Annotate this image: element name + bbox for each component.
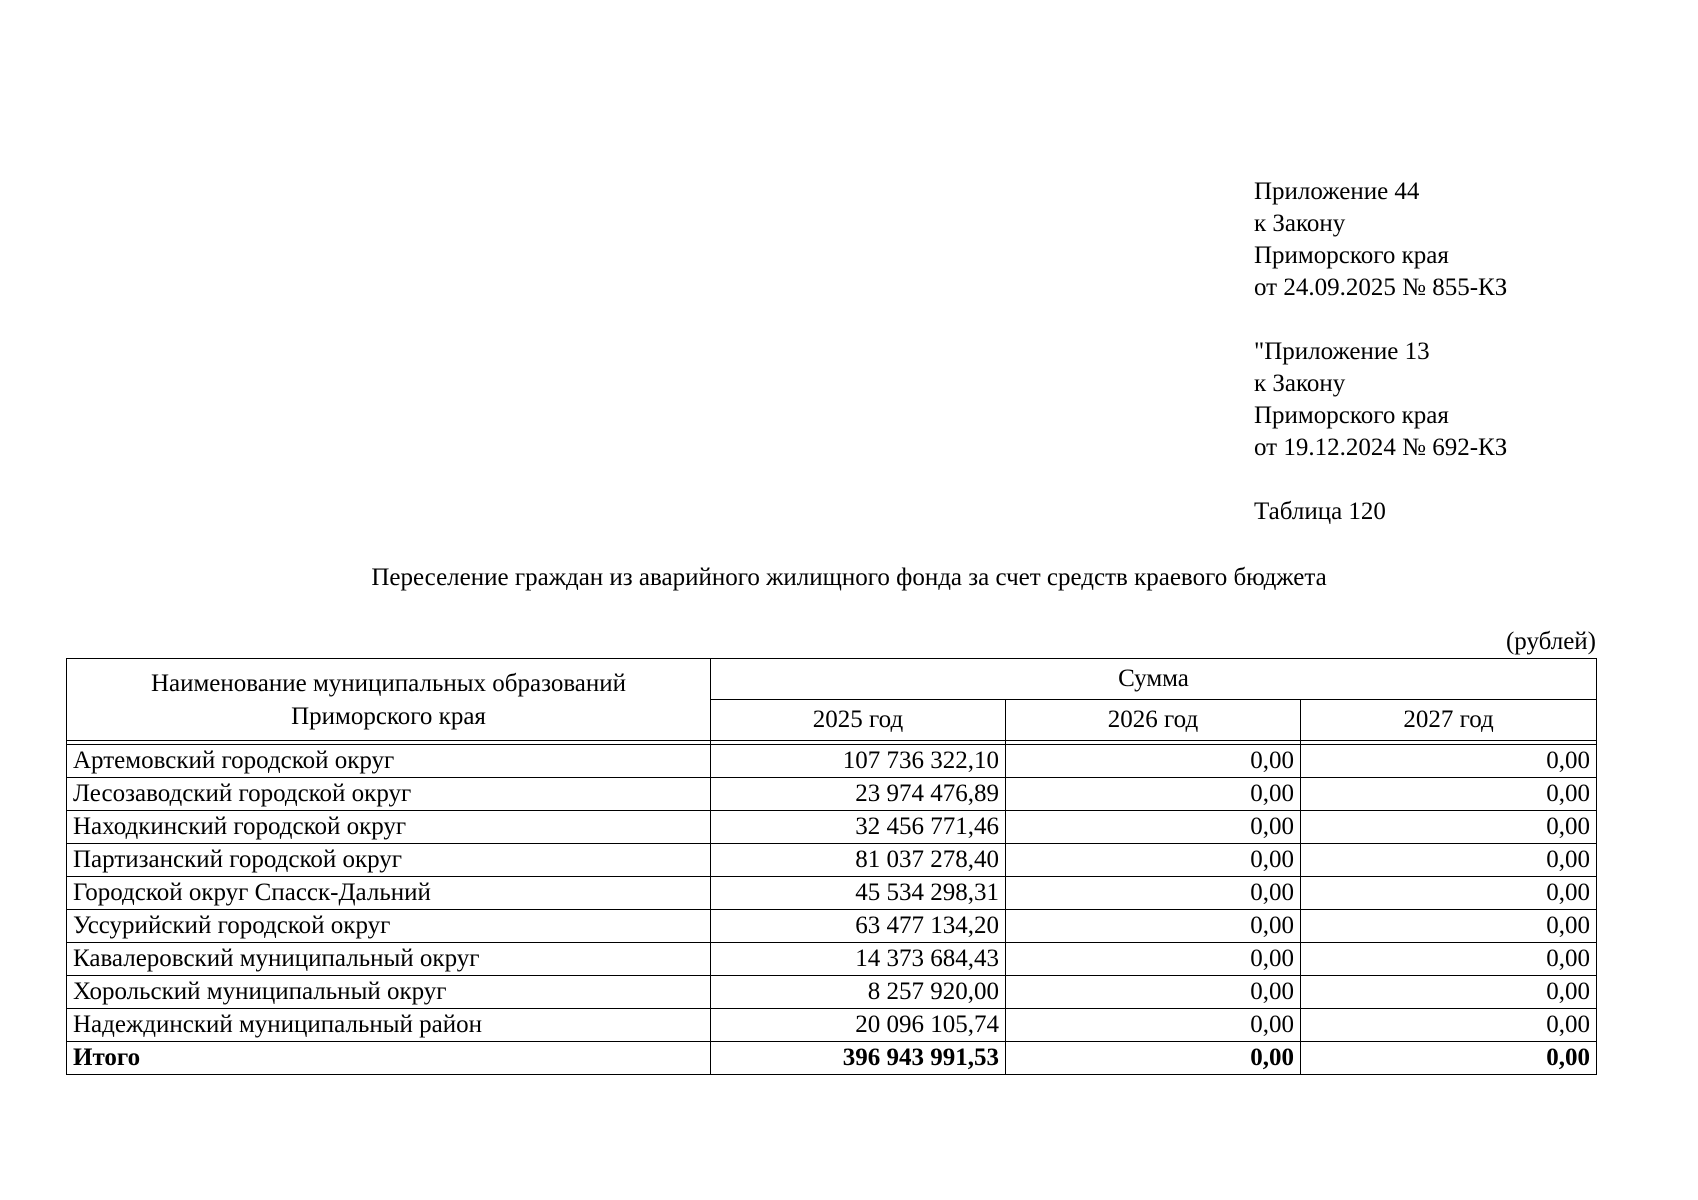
amount-2025: 45 534 298,31: [711, 877, 1006, 910]
amount-2027: 0,00: [1301, 943, 1597, 976]
amount-2026: 0,00: [1006, 1009, 1301, 1042]
amount-2027: 0,00: [1301, 877, 1597, 910]
municipality-name: Артемовский городской округ: [67, 745, 711, 778]
municipality-name: Уссурийский городской округ: [67, 910, 711, 943]
amount-2026: 0,00: [1006, 877, 1301, 910]
amount-2027: 0,00: [1301, 844, 1597, 877]
amount-2027: 0,00: [1301, 778, 1597, 811]
amount-2026: 0,00: [1006, 745, 1301, 778]
amount-2027: 0,00: [1301, 811, 1597, 844]
amount-2025: 32 456 771,46: [711, 811, 1006, 844]
document-title: Переселение граждан из аварийного жилищного фонда за счет средств краевого бюджета: [371, 564, 1327, 591]
amount-2026: 0,00: [1006, 811, 1301, 844]
unit-label: (рублей): [1505, 628, 1596, 655]
amount-2025: 14 373 684,43: [711, 943, 1006, 976]
appendix-current-line: Приморского края: [1254, 242, 1449, 269]
municipality-name: Городской округ Спасск-Дальний: [67, 877, 711, 910]
total-row: [67, 1042, 1597, 1075]
appendix-current: [1254, 176, 1507, 304]
amount-2025: 8 257 920,00: [711, 976, 1006, 1009]
amount-2025: 20 096 105,74: [711, 1009, 1006, 1042]
municipality-name: Кавалеровский муниципальный округ: [67, 943, 711, 976]
column-header-municipality-line1: Наименование муниципальных образований: [150, 669, 627, 697]
column-header-2025: 2025 год: [711, 700, 1006, 741]
amount-2027: 0,00: [1301, 976, 1597, 1009]
amount-2027: 0,00: [1301, 745, 1597, 778]
table-row: [67, 844, 1597, 877]
column-header-municipality-line2: Приморского края: [291, 702, 486, 730]
table-row: [67, 943, 1597, 976]
appendix-original-line: от 19.12.2024 № 692-КЗ: [1254, 434, 1508, 461]
table-row: [67, 910, 1597, 943]
municipality-name: Лесозаводский городской округ: [67, 778, 711, 811]
amount-2025: 81 037 278,40: [711, 844, 1006, 877]
amount-2026: 0,00: [1006, 778, 1301, 811]
amount-2025: 63 477 134,20: [711, 910, 1006, 943]
amount-2026: 0,00: [1006, 976, 1301, 1009]
table-row: [67, 976, 1597, 1009]
total-2026: 0,00: [1006, 1042, 1301, 1075]
amount-2025: 23 974 476,89: [711, 778, 1006, 811]
appendix-original-line: к Закону: [1254, 370, 1346, 397]
total-label: Итого: [67, 1042, 711, 1075]
appendix-current-line: от 24.09.2025 № 855-КЗ: [1254, 274, 1508, 301]
municipality-name: Партизанский городской округ: [67, 844, 711, 877]
amount-2026: 0,00: [1006, 844, 1301, 877]
table-row: [67, 745, 1597, 778]
table-row: [67, 811, 1597, 844]
amount-2027: 0,00: [1301, 1009, 1597, 1042]
appendix-current-line: Приложение 44: [1254, 178, 1420, 205]
total-2027: 0,00: [1301, 1042, 1597, 1075]
budget-table: [66, 658, 1597, 1075]
amount-2027: 0,00: [1301, 910, 1597, 943]
table-number: Таблица 120: [1254, 498, 1386, 525]
column-header-sum: Сумма: [711, 659, 1597, 700]
municipality-name: Хорольский муниципальный округ: [67, 976, 711, 1009]
appendix-original: [1254, 336, 1507, 464]
amount-2025: 107 736 322,10: [711, 745, 1006, 778]
table-row: [67, 1009, 1597, 1042]
column-header-2027: 2027 год: [1301, 700, 1597, 741]
municipality-name: Надеждинский муниципальный район: [67, 1009, 711, 1042]
municipality-name: Находкинский городской округ: [67, 811, 711, 844]
amount-2026: 0,00: [1006, 910, 1301, 943]
column-header-2026: 2026 год: [1006, 700, 1301, 741]
column-header-municipality: [67, 659, 711, 741]
total-2025: 396 943 991,53: [711, 1042, 1006, 1075]
amount-2026: 0,00: [1006, 943, 1301, 976]
appendix-original-line: "Приложение 13: [1254, 338, 1430, 365]
table-row: [67, 778, 1597, 811]
table-row: [67, 877, 1597, 910]
appendix-current-line: к Закону: [1254, 210, 1346, 237]
appendix-header: [1254, 176, 1507, 496]
appendix-original-line: Приморского края: [1254, 402, 1449, 429]
